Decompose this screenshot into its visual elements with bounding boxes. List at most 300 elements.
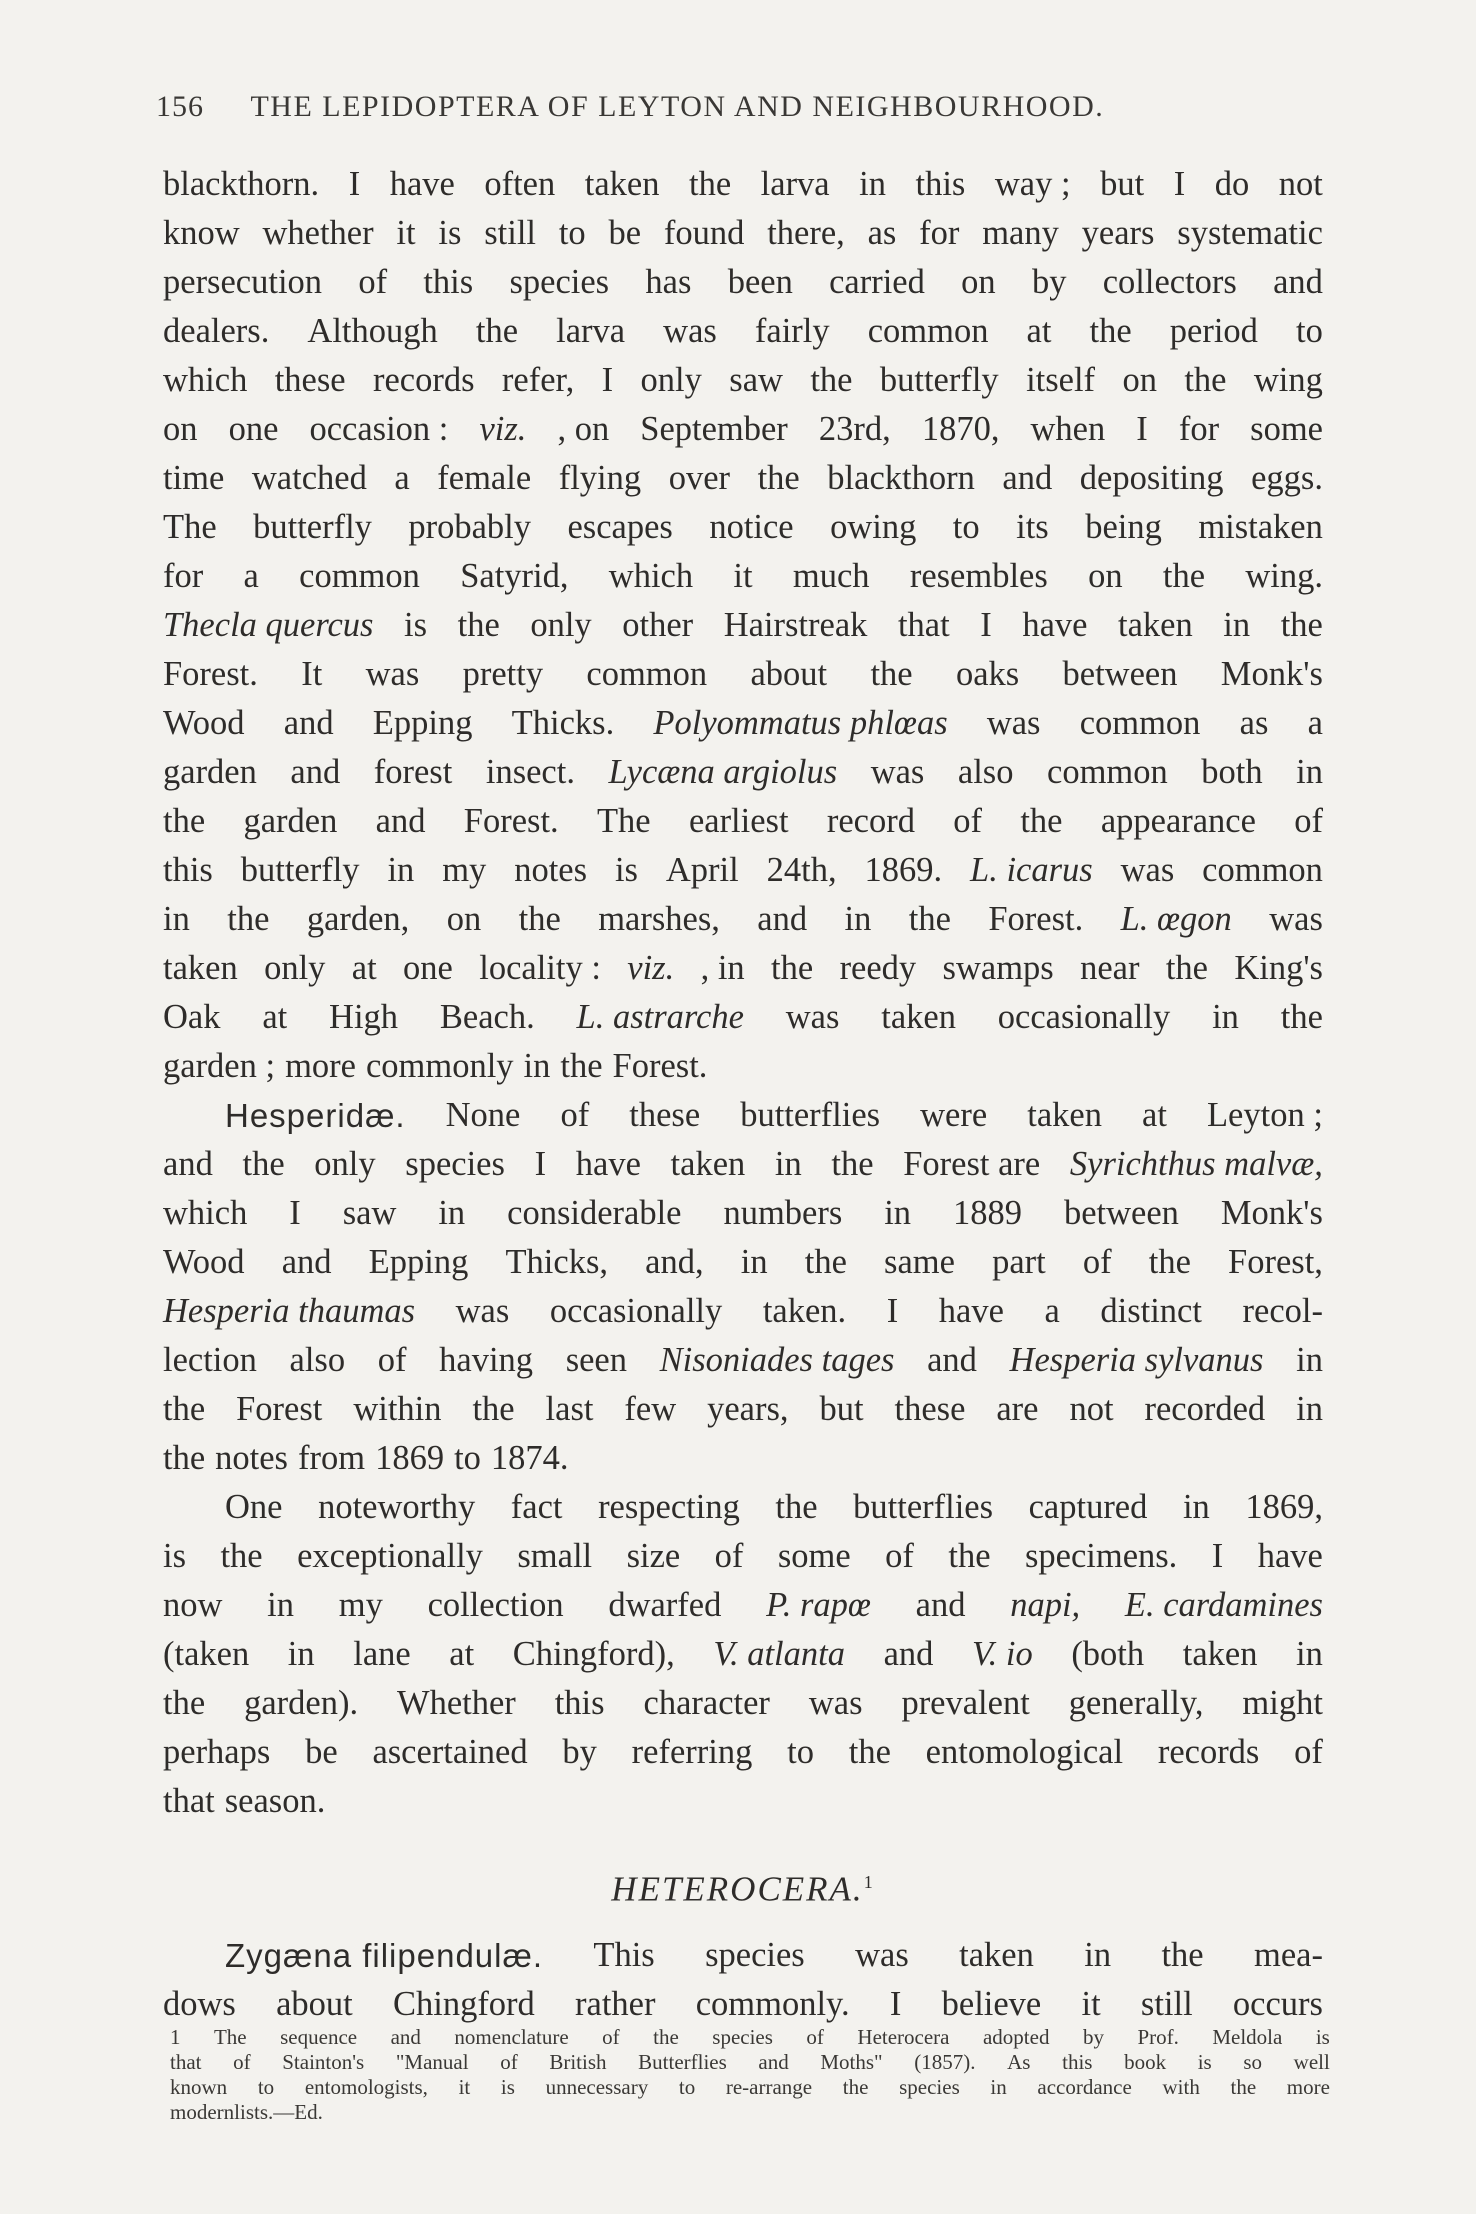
word: larva [760, 165, 830, 203]
word: numbers [723, 1194, 843, 1232]
word: Forest, [1228, 1243, 1323, 1281]
word: and [283, 704, 334, 742]
italic-term: P. rapœ [766, 1586, 871, 1624]
word: I [1173, 165, 1186, 203]
word: and [757, 900, 808, 938]
word: with [1162, 2075, 1200, 2099]
word: April [665, 851, 739, 889]
word: more [285, 1047, 356, 1085]
word: been [727, 263, 793, 301]
section-title: HETEROCERA. [611, 1869, 864, 1909]
word: as [1239, 704, 1269, 742]
word: and, [645, 1243, 704, 1281]
word: female [437, 459, 532, 497]
word: 24th, [766, 851, 837, 889]
word: common [867, 312, 989, 350]
word: at [1026, 312, 1052, 350]
word: over [668, 459, 731, 497]
word: 1869, [1245, 1488, 1323, 1526]
word: the [518, 900, 561, 938]
word: still [1140, 1985, 1193, 2023]
word: it [1081, 1985, 1101, 2023]
word: I [348, 165, 361, 203]
word: distinct [1100, 1292, 1202, 1330]
word: (1857). [914, 2050, 976, 2074]
word: nomenclature [454, 2025, 569, 2049]
word: Epping [372, 704, 473, 742]
word: was [663, 312, 717, 350]
word: having [439, 1341, 534, 1379]
word: in [163, 900, 190, 938]
word: fact [510, 1488, 563, 1526]
word: well [1293, 2050, 1330, 2074]
word: notes [215, 1439, 288, 1477]
word: its [1016, 508, 1049, 546]
word: was [870, 753, 925, 791]
word: noteworthy [318, 1488, 476, 1526]
text-line [163, 1434, 1323, 1483]
text-line [163, 209, 1323, 258]
word: and [390, 2025, 421, 2049]
word: reedy [839, 949, 917, 987]
word: in [287, 1635, 315, 1673]
word: taken [584, 165, 660, 203]
word: these [894, 1390, 966, 1428]
text-line [170, 2075, 1330, 2100]
word: Chingford [392, 1985, 535, 2023]
word: one [403, 949, 453, 987]
word: much [792, 557, 870, 595]
word: carried [829, 263, 925, 301]
word: earliest [688, 802, 789, 840]
word: the [472, 1390, 515, 1428]
text-line [163, 1385, 1323, 1434]
word: in [1296, 1390, 1323, 1428]
word: by [1082, 2025, 1104, 2049]
text-line [163, 993, 1323, 1042]
word: Wood [163, 704, 245, 742]
word: and [1273, 263, 1323, 301]
word: between [1062, 655, 1178, 693]
word: in [387, 851, 415, 889]
word: the [1165, 949, 1208, 987]
running-header [156, 90, 1336, 124]
word: of [560, 1096, 590, 1134]
word: book [1124, 2050, 1167, 2074]
word: other [622, 606, 694, 644]
word: this [1062, 2050, 1093, 2074]
text-line [163, 1581, 1323, 1630]
word: to [454, 1439, 481, 1477]
word: , in [700, 949, 745, 987]
word: to [558, 214, 586, 252]
word: One [225, 1488, 283, 1526]
word: taken [163, 949, 238, 987]
word: only [314, 1145, 376, 1183]
word: and [927, 1341, 977, 1379]
word: this [554, 1684, 605, 1722]
word: but [819, 1390, 864, 1428]
word: the [163, 1390, 206, 1428]
word: of [885, 1537, 914, 1575]
word: my [338, 1586, 383, 1624]
word: being [1085, 508, 1162, 546]
word: captured [1028, 1488, 1148, 1526]
word: on [1122, 361, 1157, 399]
word: notice [709, 508, 794, 546]
word: this [915, 165, 966, 203]
text-line [163, 1630, 1323, 1679]
text-line [163, 699, 1323, 748]
word: of [714, 1537, 744, 1575]
word: garden). [244, 1684, 359, 1722]
word: for [1178, 410, 1220, 448]
italic-term: V. io [972, 1635, 1033, 1673]
word: in [1296, 1341, 1323, 1379]
word: period [1169, 312, 1258, 350]
word: recol- [1242, 1292, 1323, 1330]
word: was [855, 1936, 909, 1974]
word: to [787, 1733, 814, 1771]
word: a [1044, 1292, 1060, 1330]
word: blackthorn [827, 459, 975, 497]
word: 1869. [864, 851, 943, 889]
word: taken. [762, 1292, 847, 1330]
word: "Manual [395, 2050, 469, 2074]
word: be [305, 1733, 338, 1771]
text-line [163, 1777, 1323, 1826]
word: High [329, 998, 399, 1036]
word: a [1307, 704, 1323, 742]
word: species [509, 263, 610, 301]
word: is [1315, 2025, 1330, 2049]
word: I [534, 1145, 547, 1183]
italic-term: napi, [1010, 1586, 1081, 1624]
word: in [884, 1194, 912, 1232]
text-line [170, 2100, 1330, 2125]
word: which [608, 557, 694, 595]
word: at [449, 1635, 475, 1673]
word: were [920, 1096, 988, 1134]
text-line [163, 454, 1323, 503]
word: collectors [1102, 263, 1237, 301]
word: of [1294, 802, 1323, 840]
run-in-heading: Hesperidæ. [225, 1097, 406, 1134]
word: records [1157, 1733, 1260, 1771]
text-line [163, 1336, 1323, 1385]
body-text [163, 160, 1323, 2029]
word: collection [427, 1586, 564, 1624]
word: commonly. [695, 1985, 850, 2023]
word: on [1088, 557, 1123, 595]
word: pretty [462, 655, 544, 693]
italic-term: Polyommatus phlœas [653, 704, 948, 742]
word: occurs [1232, 1985, 1323, 2023]
word: forest [373, 753, 453, 791]
word: only [640, 361, 702, 399]
footnote-marker: 1 [863, 1872, 875, 1892]
word: ascertained [372, 1733, 528, 1771]
word: and [915, 1586, 966, 1624]
word: is [163, 1537, 187, 1575]
word: the [457, 606, 500, 644]
word: in [774, 1145, 802, 1183]
word: in [990, 2075, 1007, 2099]
run-in-heading: Zygæna filipendulæ. [225, 1937, 543, 1974]
word: have [1257, 1537, 1323, 1575]
italic-term: E. cardamines [1124, 1586, 1323, 1624]
italic-term: Thecla quercus [163, 606, 374, 644]
word: persecution [163, 263, 323, 301]
word: when [1030, 410, 1106, 448]
word: the [1280, 998, 1323, 1036]
word: character [643, 1684, 770, 1722]
word: there, [767, 214, 845, 252]
word: has [645, 263, 692, 301]
word: have [575, 1145, 641, 1183]
word: referring [631, 1733, 753, 1771]
word: eggs. [1251, 459, 1323, 497]
word: Thicks. [511, 704, 615, 742]
word: one [228, 410, 279, 448]
word: butterflies [853, 1488, 994, 1526]
word: dealers. [163, 312, 270, 350]
word: at [351, 949, 377, 987]
running-title: THE LEPIDOPTERA OF LEYTON AND NEIGHBOURHOOD. [250, 90, 1105, 123]
word: garden [163, 753, 257, 791]
word: the [908, 900, 951, 938]
word: in [1182, 1488, 1210, 1526]
word: the [1020, 802, 1063, 840]
word: the [804, 1243, 847, 1281]
word: Beach. [439, 998, 535, 1036]
text-line [163, 846, 1323, 895]
italic-term: V. atlanta [713, 1635, 845, 1673]
word: generally, [1068, 1684, 1204, 1722]
word: rather [575, 1985, 656, 2023]
word: wing. [1245, 557, 1323, 595]
text-line [170, 2025, 1330, 2050]
word: saw [729, 361, 783, 399]
word: in [1084, 1936, 1112, 1974]
word: Forest [236, 1390, 323, 1428]
text-line [163, 1980, 1323, 2029]
word: on [446, 900, 482, 938]
italic-term: Hesperia thaumas [163, 1292, 416, 1330]
word: occasion : [309, 410, 449, 448]
word: records [373, 361, 475, 399]
word: the [771, 949, 814, 987]
word: taken [1118, 606, 1193, 644]
word: owing [830, 508, 917, 546]
word: larva [556, 312, 626, 350]
word: from [297, 1439, 366, 1477]
italic-term: viz. [627, 949, 675, 987]
word: same [884, 1243, 955, 1281]
word: Heterocera [857, 2025, 950, 2049]
word: in [1296, 753, 1323, 791]
text-line [163, 944, 1323, 993]
section-heading [163, 1840, 1323, 1931]
word: which [163, 361, 248, 399]
word: Thicks, [505, 1243, 609, 1281]
word: of [500, 2050, 518, 2074]
word: garden, [306, 900, 410, 938]
word: specimens. [1024, 1537, 1178, 1575]
word: is [1197, 2050, 1212, 2074]
word: common [1202, 851, 1323, 889]
word: some [777, 1537, 851, 1575]
word: time [163, 459, 225, 497]
text-line [163, 1679, 1323, 1728]
word: a [243, 557, 259, 595]
word: oaks [955, 655, 1020, 693]
text-line [163, 258, 1323, 307]
word: in [267, 1586, 294, 1624]
word: respecting [598, 1488, 740, 1526]
italic-term: Hesperia sylvanus [1009, 1341, 1264, 1379]
word: the [653, 2025, 679, 2049]
word: in [1212, 998, 1239, 1036]
word: about [750, 655, 828, 693]
word: the [842, 2075, 869, 2099]
word: in [859, 165, 886, 203]
italic-term: L. icarus [970, 851, 1093, 889]
word: in [1296, 1635, 1323, 1673]
word: the [220, 1537, 263, 1575]
word: occasionally [549, 1292, 723, 1330]
word: probably [408, 508, 532, 546]
word: Chingford), [512, 1635, 675, 1673]
word: years, [707, 1390, 789, 1428]
word: 1874. [490, 1439, 569, 1477]
word: I [1136, 410, 1148, 448]
word: The [163, 508, 217, 546]
word: entomologists, [304, 2075, 428, 2099]
word: None [445, 1096, 521, 1134]
word: not [1069, 1390, 1114, 1428]
word: are [996, 1390, 1039, 1428]
word: seen [565, 1341, 627, 1379]
word: of [377, 1341, 407, 1379]
word: the [1148, 1243, 1191, 1281]
word: blackthorn. [163, 165, 320, 203]
word: garden ; [163, 1047, 276, 1085]
text-line [163, 1728, 1323, 1777]
word: the [757, 459, 800, 497]
word: found [663, 214, 745, 252]
word: 1 [170, 2025, 181, 2049]
word: butterfly [879, 361, 999, 399]
word: perhaps [163, 1733, 271, 1771]
word: Forest are [903, 1145, 1041, 1183]
word: watched [251, 459, 367, 497]
word: sequence [280, 2025, 358, 2049]
word: As [1007, 2050, 1031, 2074]
word: lists.—Ed. [234, 2100, 323, 2124]
text-line [163, 1238, 1323, 1287]
word: marshes, [598, 900, 720, 938]
word: the [1089, 312, 1132, 350]
word: Satyrid, [460, 557, 569, 595]
word: do [1214, 165, 1250, 203]
text-line [163, 1287, 1323, 1336]
text-line [163, 405, 1323, 454]
word: the [1161, 1936, 1204, 1974]
word: The [596, 802, 651, 840]
word: believe [941, 1985, 1042, 2023]
word: is [438, 214, 462, 252]
word: the [1280, 606, 1323, 644]
word: was [1120, 851, 1175, 889]
word: is [500, 2075, 515, 2099]
word: by [1031, 263, 1067, 301]
word: is [404, 606, 428, 644]
italic-term: Lycæna argiolus [608, 753, 838, 791]
word: insect. [485, 753, 575, 791]
word: Butterflies [638, 2050, 727, 2074]
word: 1869 [375, 1439, 445, 1477]
text-line [163, 1091, 1323, 1140]
word: whether [262, 214, 374, 252]
word: mea- [1253, 1936, 1323, 1974]
text-line [163, 797, 1323, 846]
word: and [281, 1243, 332, 1281]
page-number: 156 [156, 90, 204, 123]
word: at [1142, 1096, 1167, 1134]
word: have [389, 165, 455, 203]
word: species [405, 1145, 505, 1183]
word: flying [558, 459, 642, 497]
word: Forest. [463, 802, 559, 840]
word: locality : [479, 949, 601, 987]
word: the [689, 165, 732, 203]
word: Moths" [820, 2050, 883, 2074]
word: taken [1182, 1635, 1258, 1673]
word: only [530, 606, 592, 644]
word: of [1294, 1733, 1323, 1771]
word: of [358, 263, 388, 301]
italic-term: L. astrarche [576, 998, 744, 1036]
word: was [986, 704, 1041, 742]
word: the [242, 1145, 285, 1183]
word: Although [307, 312, 438, 350]
word: know [163, 214, 240, 252]
text-line [163, 160, 1323, 209]
footnote [170, 2025, 1330, 2125]
word: common [586, 655, 708, 693]
word: I [980, 606, 992, 644]
word: the [775, 1488, 818, 1526]
word: and [375, 802, 426, 840]
word: about [276, 1985, 353, 2023]
word: lection [163, 1341, 257, 1379]
word: small [517, 1537, 593, 1575]
word: the [948, 1537, 991, 1575]
word: Hairstreak [723, 606, 868, 644]
word: more [1286, 2075, 1330, 2099]
word: The [213, 2025, 247, 2049]
word: be [608, 214, 642, 252]
word: is [614, 851, 638, 889]
word: wing [1253, 361, 1323, 399]
word: and [883, 1635, 934, 1673]
word: these [629, 1096, 701, 1134]
word: Prof. [1137, 2025, 1179, 2049]
word: prevalent [901, 1684, 1030, 1722]
word: have [1022, 606, 1088, 644]
word: was [455, 1292, 510, 1330]
